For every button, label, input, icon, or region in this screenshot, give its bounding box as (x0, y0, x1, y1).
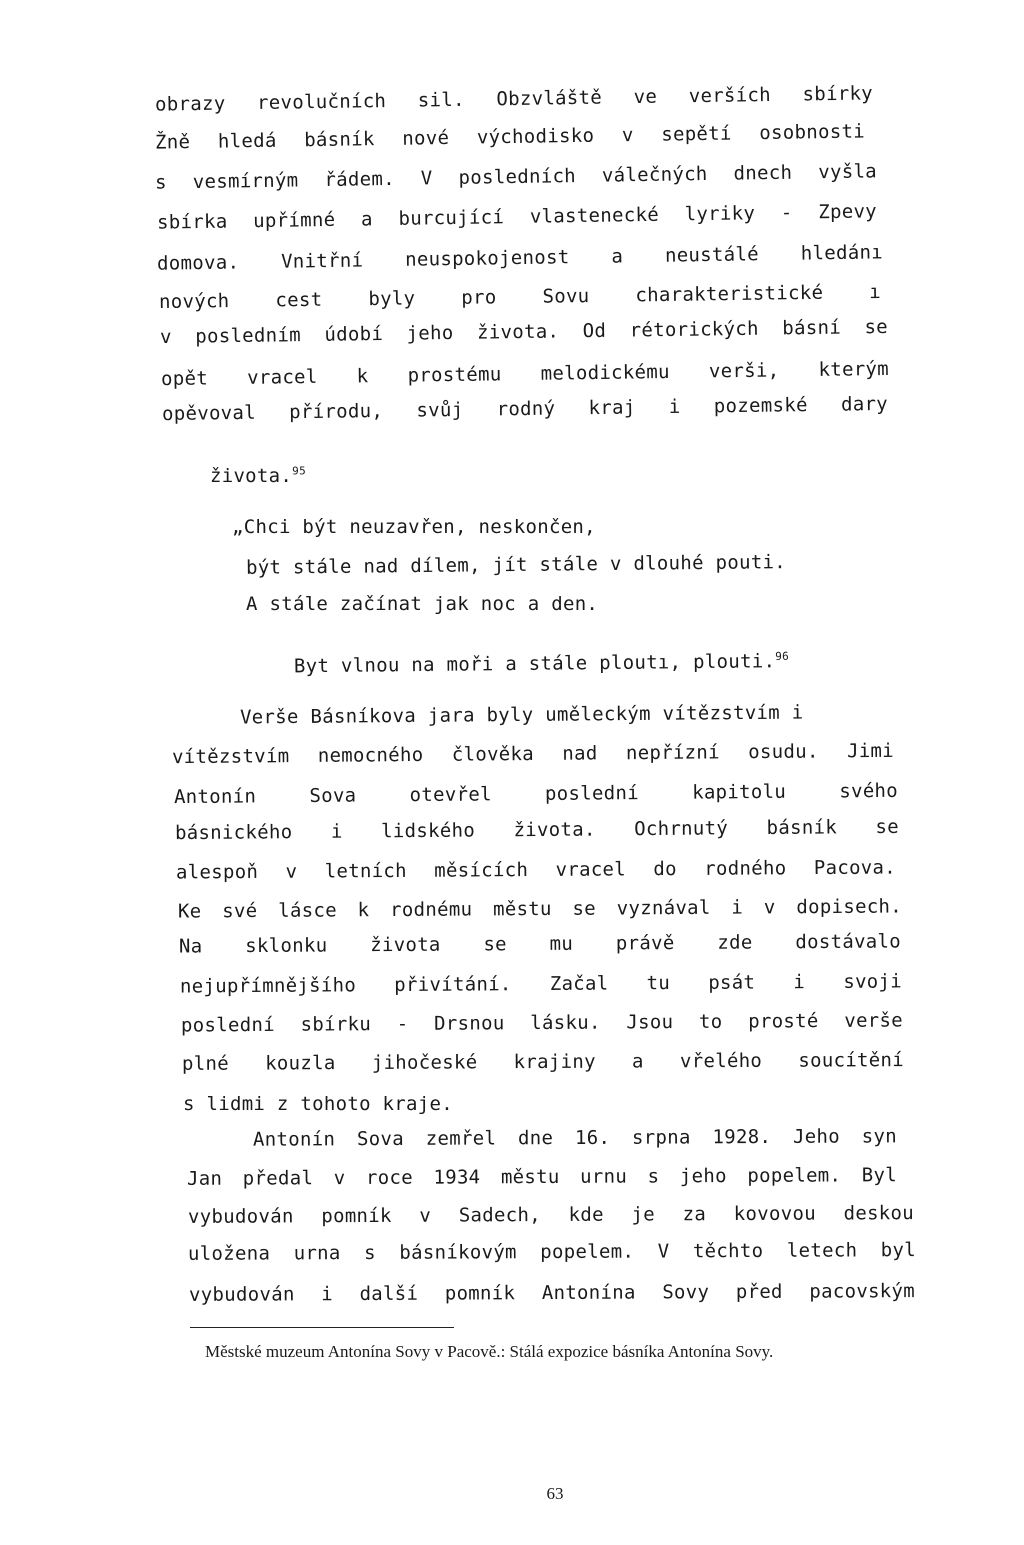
quote-line-with-footnote (247, 625, 790, 703)
text-line: Na sklonku života se mu právě zde dostávalo (178, 930, 902, 958)
quote-line: být stále nad dílem, jít stále v dlouhé pouti. (245, 551, 787, 579)
text-line: poslední sbírku - Drsnou lásku. Jsou to prosté verše (180, 1009, 904, 1037)
text-line: Jan předal v roce 1934 městu urnu s jeho popelem. Byl (186, 1164, 898, 1190)
text-line: s lidmi z tohoto kraje. (183, 1093, 453, 1115)
text-line: vybudován i další pomník Antonína Sovy před pacovským (188, 1280, 916, 1306)
text-line: Antonín Sova otevřel poslední kapitolu svého (173, 779, 899, 809)
page-number: 63 (546, 1484, 564, 1503)
text-line: básnického i lidského života. Ochrnutý básník se (174, 815, 900, 845)
text-line: vítězstvím nemocného člověka nad nepřízní osudu. Jimi (171, 739, 895, 769)
text-line-with-footnote (163, 440, 306, 512)
text-line: vybudován pomník v Sadech, kde je za kovovou deskou (187, 1202, 915, 1228)
quote-line: A stále začínat jak noc a den. (246, 593, 599, 615)
footnote-ref: 96 (775, 649, 790, 663)
text-line: opěvoval přírodu, svůj rodný kraj i pozemské dary (161, 392, 889, 426)
text-line: Antonín Sova zemřel dne 16. srpna 1928. Jeho syn (252, 1125, 898, 1151)
text-line: opět vracel k prostému melodickému verši, kterým (160, 357, 890, 391)
footnote-separator (190, 1327, 454, 1328)
text-line: sbírka upřímné a burcující vlastenecké lyriky - Zpevy (156, 200, 878, 234)
text-line: Ke své lásce k rodnému městu se vyznával i v dopisech. (177, 895, 903, 923)
text-line: s vesmírným řádem. V posledních válečných dnech vyšla (154, 160, 878, 194)
text-line: Žně hledá básník nové východisko v sepětí osobnosti (154, 120, 866, 154)
text-line: obrazy revolučních sil. Obzvláště ve verších sbírky (154, 82, 874, 116)
text-line: domova. Vnitřní neuspokojenost a neustálé hledánı (156, 241, 884, 275)
text-line: alespoň v letních měsících vracel do rodného Pacova. (175, 856, 897, 884)
text-line: uložena urna s básníkovým popelem. V těchto letech byl (187, 1239, 917, 1265)
text-line: nových cest byly pro Sovu charakteristické ı (158, 280, 882, 314)
text-line: plné kouzla jihočeské krajiny a vřelého soucítění (181, 1049, 905, 1075)
footnote-ref: 95 (292, 464, 307, 478)
footnote: Městské muzeum Antonína Sovy v Pacově.: Stálá expozice básníka Antonína Sovy. (205, 1342, 774, 1361)
quote-line: „Chci být neuzavřen, neskončen, (232, 516, 596, 538)
text-fragment: života. (209, 465, 293, 487)
text-line: nejupřímnějšího přivítání. Začal tu psát i svoji (179, 970, 903, 998)
text-line: v posledním údobí jeho života. Od rétorických básní se (159, 315, 889, 349)
text-line: Verše Básníkova jara byly uměleckým vítězstvím i (239, 701, 804, 729)
text-fragment: Byt vlnou na moři a stále ploutı, plouti. (293, 650, 776, 678)
